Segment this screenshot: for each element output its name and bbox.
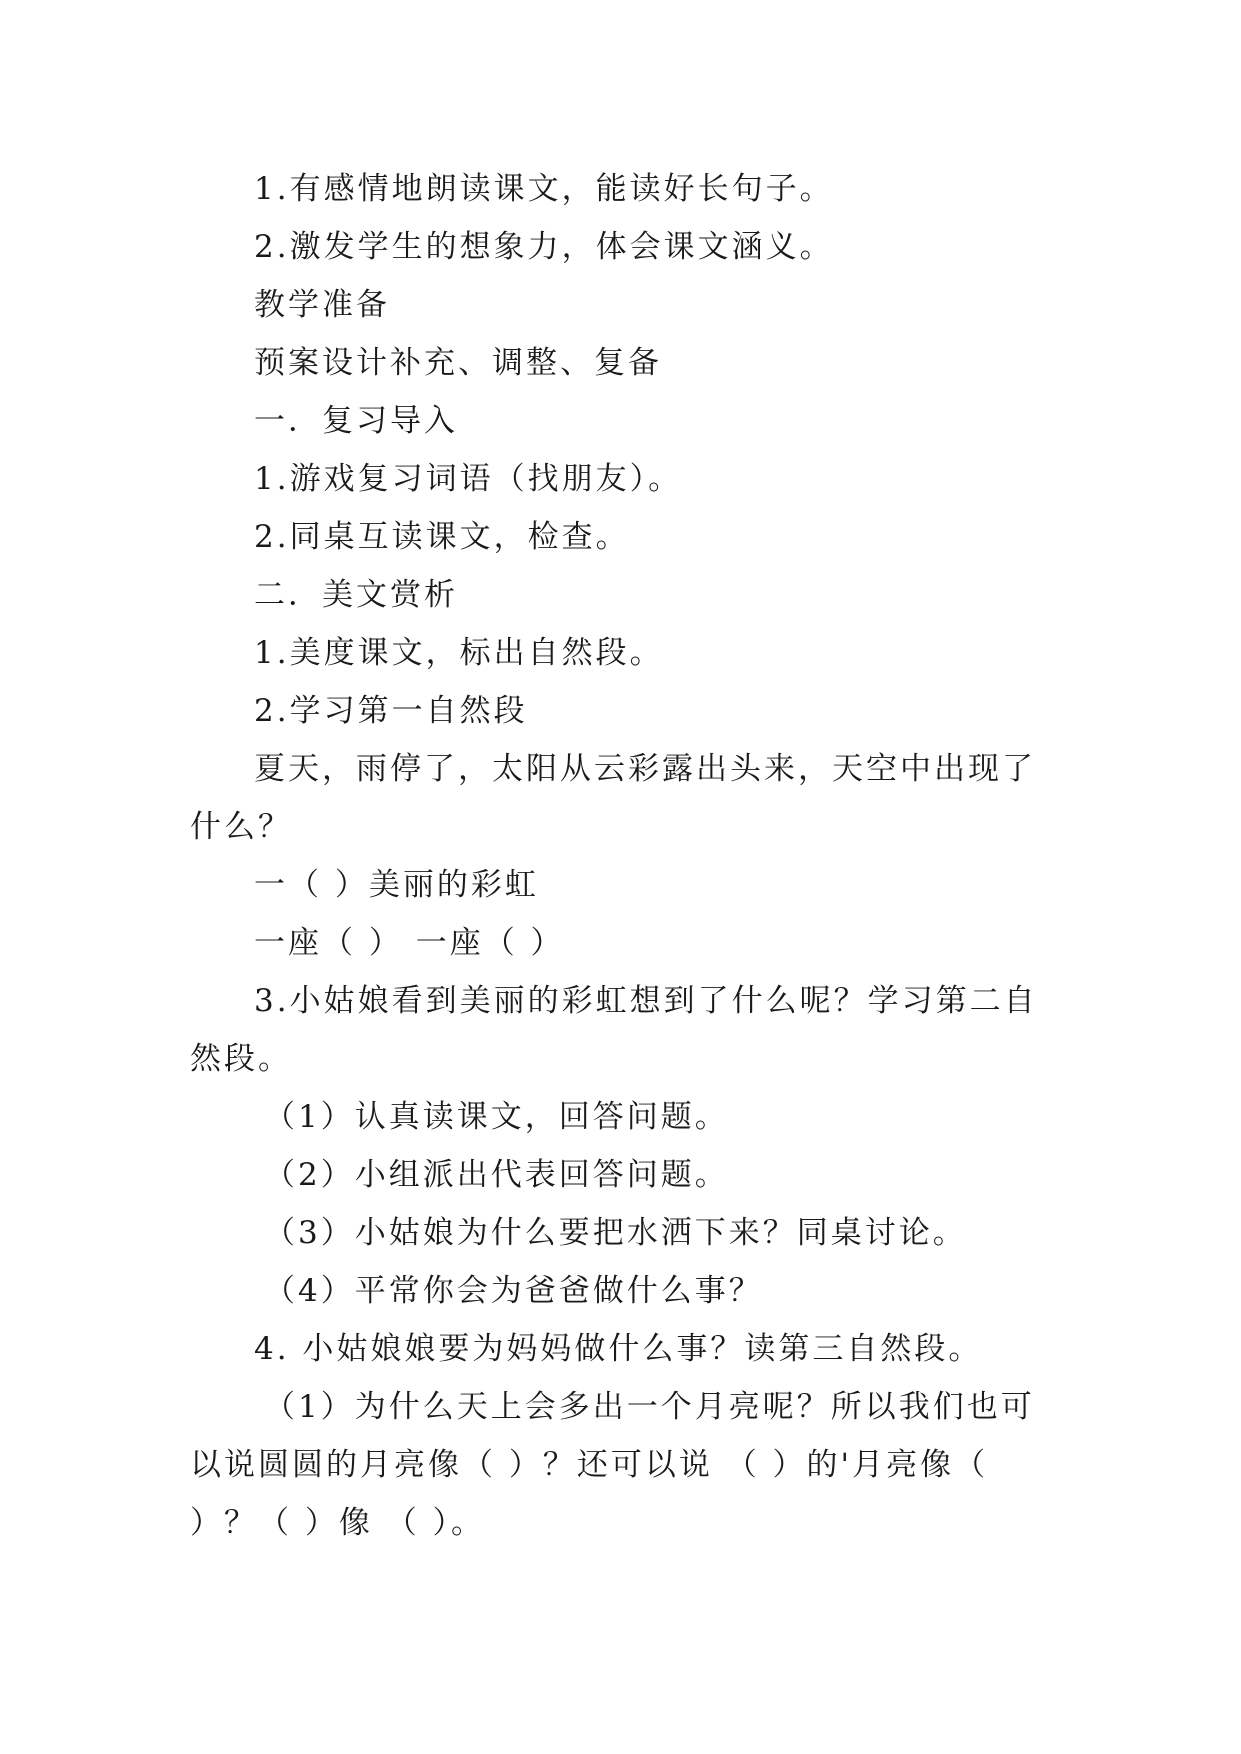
question-paragraph-1: 夏天，雨停了，太阳从云彩露出头来，天空中出现了什么？: [190, 751, 1036, 845]
section-heading-review: 一．复习导入: [254, 403, 458, 439]
sub-question-1: （1）认真读课文，回答问题。: [264, 1099, 729, 1135]
section-heading-appreciation: 二．美文赏析: [254, 577, 458, 613]
moon-question: （1）为什么天上会多出一个月亮呢？所以我们也可以说圆圆的月亮像（ ）？还可以说 （ ）的'月亮像（ ）？（ ）像 （ ）。: [190, 1389, 1035, 1541]
review-step-2: 2.同桌互读课文，检查。: [254, 519, 630, 555]
objective-1: 1.有感情地朗读课文，能读好长句子。: [254, 171, 834, 207]
sub-question-2: （2）小组派出代表回答问题。: [264, 1157, 729, 1193]
objective-2: 2.激发学生的想象力，体会课文涵义。: [254, 229, 834, 265]
document-body: [190, 160, 1052, 1552]
sub-question-3: （3）小姑娘为什么要把水洒下来？同桌讨论。: [264, 1215, 967, 1251]
appreciation-step-1: 1.美度课文，标出自然段。: [254, 635, 664, 671]
sub-question-4: （4）平常你会为爸爸做什么事？: [264, 1273, 763, 1309]
fill-blank-2: 一座（ ） 一座（ ）: [254, 925, 565, 961]
review-step-1: 1.游戏复习词语（找朋友）。: [254, 461, 683, 497]
appreciation-step-2: 2.学习第一自然段: [254, 693, 528, 729]
appreciation-step-3: 3.小姑娘看到美丽的彩虹想到了什么呢？学习第二自然段。: [190, 983, 1038, 1077]
appreciation-step-4: 4. 小姑娘娘要为妈妈做什么事？读第三自然段。: [254, 1331, 983, 1367]
preparation-note: 预案设计补充、调整、复备: [254, 345, 662, 381]
section-heading-preparation: 教学准备: [254, 287, 390, 323]
fill-blank-1: 一（ ）美丽的彩虹: [254, 867, 539, 903]
